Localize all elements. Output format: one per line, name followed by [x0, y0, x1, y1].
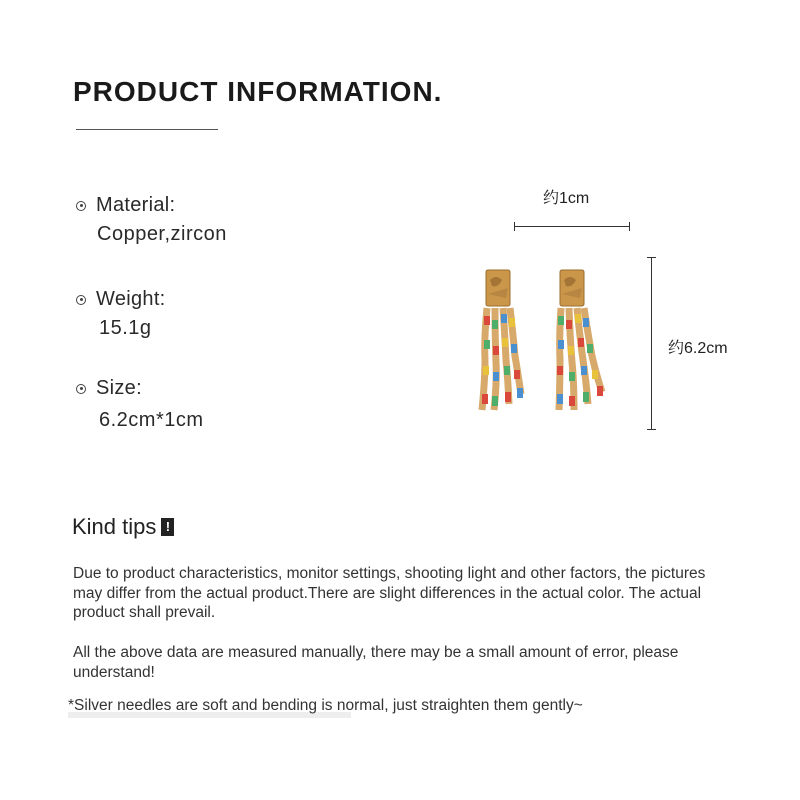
earring-right-image [552, 268, 607, 420]
spec-label: Weight: [96, 288, 166, 310]
height-dimension-line [651, 257, 652, 429]
spec-material [76, 194, 175, 217]
spec-value: 15.1g [99, 317, 152, 339]
spec-value: 6.2cm*1cm [99, 409, 204, 431]
width-tick-right [629, 222, 630, 231]
bullet-icon [76, 384, 86, 394]
earring-left-image [478, 268, 528, 420]
width-tick-left [514, 222, 515, 231]
spec-label: Material: [96, 194, 176, 216]
bullet-icon [76, 201, 86, 211]
height-tick-bottom [647, 429, 656, 430]
tips-paragraph: All the above data are measured manually, there may be a small amount of error, please understand! [73, 644, 679, 681]
warning-icon: ! [161, 518, 174, 536]
bullet-icon [76, 295, 86, 305]
spec-size [76, 377, 142, 400]
height-tick-top [647, 257, 656, 258]
title-underline [76, 129, 218, 130]
page-title: PRODUCT INFORMATION. [73, 76, 443, 107]
tips-paragraph: Due to product characteristics, monitor settings, shooting light and other factors, the pictures may differ from the actual product.There are slight differences in the actual color. The actual product shall prevail. [73, 565, 706, 621]
kind-tips-label: Kind tips [72, 514, 157, 539]
silver-needle-note: *Silver needles are soft and bending is normal, just straighten them gently~ [68, 697, 583, 714]
kind-tips-heading [72, 514, 174, 540]
height-dimension-label: 约6.2cm [668, 340, 728, 357]
spec-label: Size: [96, 377, 142, 399]
width-dimension-line [514, 226, 630, 227]
spec-value: Copper,zircon [97, 223, 227, 245]
width-dimension-label: 约1cm [543, 190, 590, 207]
spec-weight [76, 288, 166, 311]
